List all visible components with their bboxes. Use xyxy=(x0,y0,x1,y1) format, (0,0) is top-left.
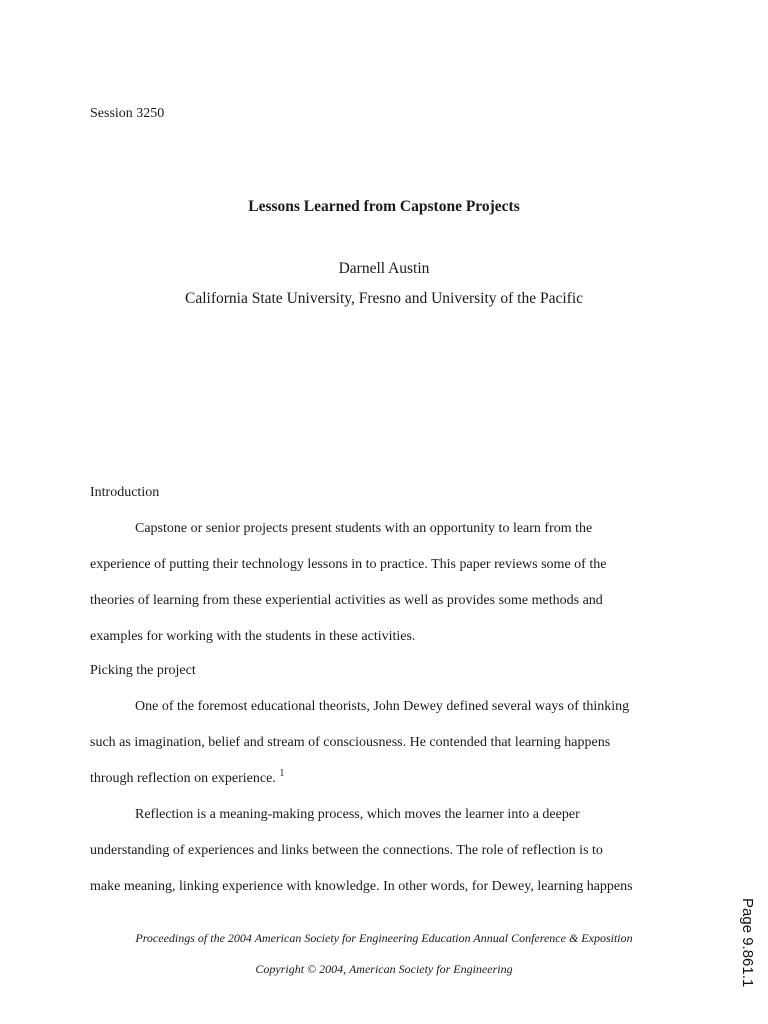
paper-author: Darnell Austin xyxy=(338,260,430,277)
body-line: One of the foremost educational theorists, John Dewey defined several ways of thinking xyxy=(135,699,630,714)
footer-proceedings: Proceedings of the 2004 American Society for Engineering Education Annual Conference & Exposition xyxy=(135,931,633,945)
page-number-text: Page 9.861.1 xyxy=(739,898,756,988)
paper-body xyxy=(90,483,690,913)
body-line-text: through reflection on experience. xyxy=(90,771,276,786)
body-line-with-footnote xyxy=(90,769,690,805)
section-heading-picking-the-project: Picking the project xyxy=(90,663,196,678)
body-line: Capstone or senior projects present students with an opportunity to learn from the xyxy=(135,521,593,536)
footnote-reference: 1 xyxy=(279,768,285,779)
body-line: understanding of experiences and links between the connections. The role of reflection is to xyxy=(90,843,603,858)
footer-copyright: Copyright © 2004, American Society for Engineering xyxy=(255,962,513,976)
page-number-label xyxy=(738,898,758,988)
session-label: Session 3250 xyxy=(90,106,165,121)
body-line: examples for working with the students in these activities. xyxy=(90,629,416,644)
paper-title: Lessons Learned from Capstone Projects xyxy=(248,198,520,215)
body-line: theories of learning from these experiential activities as well as provides some methods and xyxy=(90,593,603,608)
paper-affiliation: California State University, Fresno and University of the Pacific xyxy=(184,290,584,307)
body-line: experience of putting their technology lessons in to practice. This paper reviews some of the xyxy=(90,557,607,572)
body-line: make meaning, linking experience with knowledge. In other words, for Dewey, learning happens xyxy=(90,879,633,894)
body-line: Reflection is a meaning-making process, which moves the learner into a deeper xyxy=(135,807,580,822)
section-heading-introduction: Introduction xyxy=(90,485,160,500)
body-line: such as imagination, belief and stream of consciousness. He contended that learning happens xyxy=(90,735,611,750)
